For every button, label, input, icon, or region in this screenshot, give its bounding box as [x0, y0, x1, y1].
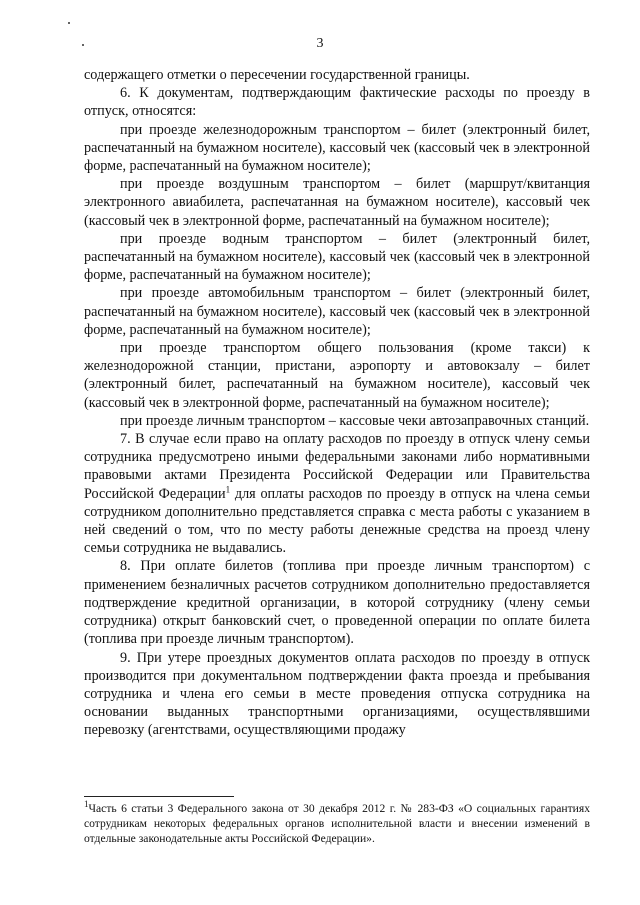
paragraph-public-transport: при проезде транспортом общего пользования (кроме такси) к железнодорожной станции, пристани, аэропорту и автовокзалу – билет (электронный билет, распечатанный на бумажном носителе), кассовый чек (кассовый чек в электронной форме, распечатанный на бумажном носителе); — [84, 340, 590, 411]
footnote-text: Часть 6 статьи 3 Федерального закона от 30 декабря 2012 г. № 283-ФЗ «О социальных гарантиях сотрудникам некоторых федеральных органов исполнительной власти и внесении изменений в отдельные законодательные акты Российской Федерации». — [84, 802, 590, 845]
paragraph-item-9: 9. При утере проездных документов оплата расходов по проезду в отпуск производится при документальном подтверждении факта проезда и пребывания сотрудника и члена его семьи в месте проведения отпуска сотрудника на основании выданных транспортными организациями, осуществлявшими перевозку (агентствами, осуществляющими продажу — [84, 649, 590, 739]
footnote-reference[interactable]: 1 — [225, 483, 231, 494]
paragraph-personal-transport: при проезде личным транспортом – кассовые чеки автозаправочных станций. — [120, 412, 590, 429]
scan-speck — [68, 22, 70, 24]
paragraph-item-7 — [84, 430, 590, 557]
paragraph-item-7-text-before: 7. В случае если право на оплату расходов по проезду в отпуск члену семьи сотрудника предусмотрено иными федеральными законами либо нормативными правовыми актами Президента Российской Федерации или Правительства Российской Федерации — [84, 431, 590, 502]
paragraph-railway: при проезде железнодорожным транспортом – билет (электронный билет, распечатанный на бумажном носителе), кассовый чек (кассовый чек в электронной форме, распечатанный на бумажном носителе); — [84, 121, 590, 175]
footnote-divider — [84, 796, 234, 797]
paragraph-air: при проезде воздушным транспортом – билет (маршрут/квитанция электронного авиабилета, распечатанная на бумажном носителе), кассовый чек (кассовый чек в электронной форме, распечатанный на бумажном носителе); — [84, 176, 590, 229]
page-number: 3 — [316, 36, 324, 51]
footnote-marker: 1 — [84, 799, 89, 810]
paragraph-road: при проезде автомобильным транспортом – билет (электронный билет, распечатанный на бумажном носителе), кассовый чек (кассовый чек в электронной форме, распечатанный на бумажном носителе); — [84, 285, 590, 338]
paragraph-item-8: 8. При оплате билетов (топлива при проезде личным транспортом) с применением безналичных расчетов сотрудником дополнительно предоставляется подтверждение кредитной организации, в которой сотруднику (члену семьи сотрудника) открыт банковский счет, о проведенной операции по оплате билета (топлива при проезде личным транспортом). — [84, 558, 590, 648]
footnote — [84, 801, 590, 846]
paragraph-continuation: содержащего отметки о пересечении государственной границы. — [84, 67, 470, 83]
paragraph-item-6: 6. К документам, подтверждающим фактические расходы по проезду в отпуск, относятся: — [84, 85, 590, 120]
document-body — [84, 66, 590, 740]
paragraph-water: при проезде водным транспортом – билет (электронный билет, распечатанный на бумажном носителе), кассовый чек (кассовый чек в электронной форме, распечатанный на бумажном носителе); — [84, 230, 590, 284]
paragraph-item-7-text-after: для оплаты расходов по проезду в отпуск на члена семьи сотрудником дополнительно представляется справка с места работы с указанием в ней сведений о том, что по месту работы денежные средства на проезд члену семьи сотрудника не выдавались. — [84, 485, 590, 557]
